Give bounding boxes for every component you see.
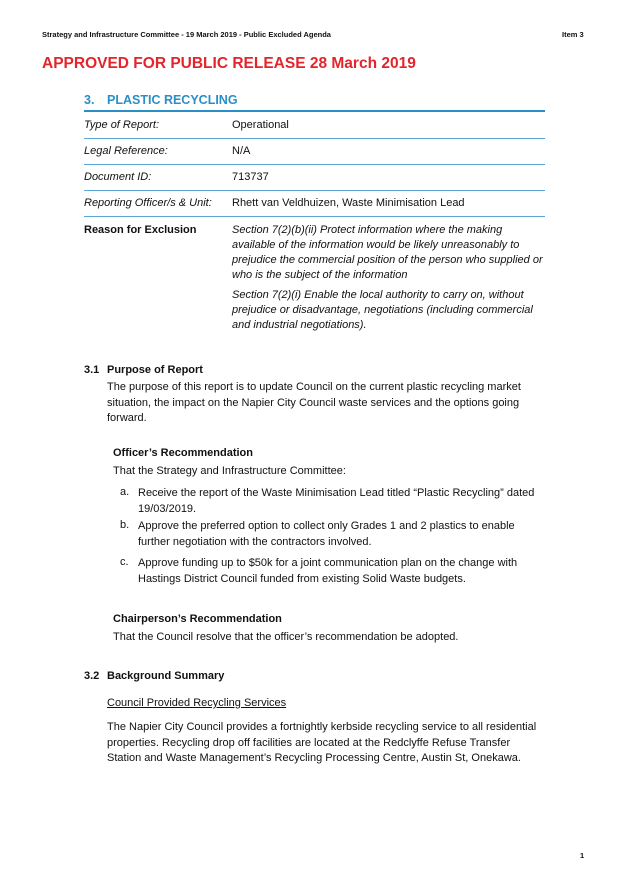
background-subheading: Council Provided Recycling Services — [107, 697, 287, 709]
subsection-title: Purpose of Report — [107, 364, 203, 376]
detail-label-legal: Legal Reference: — [84, 145, 168, 157]
detail-value-type: Operational — [232, 119, 289, 131]
list-marker: a. — [120, 486, 130, 498]
chair-recommendation-text: That the Council resolve that the officer’s recommendation be adopted. — [113, 631, 459, 643]
table-divider — [84, 216, 545, 217]
section-title: PLASTIC RECYCLING — [107, 93, 238, 107]
subsection-number: 3.2 — [84, 670, 100, 682]
detail-value-docid: 713737 — [232, 171, 269, 183]
item-number: Item 3 — [562, 30, 584, 39]
detail-label-officer: Reporting Officer/s & Unit: — [84, 197, 212, 209]
page-number: 1 — [580, 851, 585, 860]
table-divider — [84, 190, 545, 191]
detail-value-legal: N/A — [232, 145, 251, 157]
detail-label-docid: Document ID: — [84, 171, 152, 183]
subsection-number: 3.1 — [84, 364, 100, 376]
officer-recommendation-intro: That the Strategy and Infrastructure Committee: — [113, 465, 346, 477]
background-paragraph: The Napier City Council provides a fortnightly kerbside recycling service to all residential properties. Recycling drop off facilities are located at the Redclyffe Refuse Transfer Station and Waste Management’s Recycling Processing Centre, Austin St, Onekawa. — [107, 721, 537, 764]
reason-paragraph-2: Section 7(2)(i) Enable the local authority to carry on, without prejudice or disadvantage, negotiations (including commercial and industrial negotiations). — [232, 289, 533, 331]
reason-label: Reason for Exclusion — [84, 224, 197, 236]
list-item: Receive the report of the Waste Minimisation Lead titled “Plastic Recycling” dated 19/03/2019. — [138, 487, 535, 515]
list-item: Approve funding up to $50k for a joint communication plan on the change with Hastings District Council funded from existing Solid Waste budgets. — [138, 557, 518, 585]
detail-label-type: Type of Report: — [84, 119, 159, 131]
purpose-paragraph: The purpose of this report is to update Council on the current plastic recycling market situation, the impact on the Napier City Council waste services and the options going forward. — [107, 381, 521, 424]
list-item: Approve the preferred option to collect only Grades 1 and 2 plastics to enable further negotiation with the contractors involved. — [138, 520, 515, 548]
section-rule — [84, 110, 545, 112]
list-marker: b. — [120, 519, 130, 531]
officer-recommendation-heading: Officer’s Recommendation — [113, 447, 253, 459]
table-divider — [84, 164, 545, 165]
table-divider — [84, 138, 545, 139]
reason-paragraph-1: Section 7(2)(b)(ii) Protect information where the making available of the information would be likely unreasonably to prejudice the commercial position of the person who supplied or who is the subject of the information — [232, 224, 543, 281]
list-marker: c. — [120, 556, 129, 568]
section-number: 3. — [84, 93, 95, 107]
release-banner: APPROVED FOR PUBLIC RELEASE 28 March 2019 — [42, 55, 416, 72]
chair-recommendation-heading: Chairperson’s Recommendation — [113, 613, 282, 625]
detail-value-officer: Rhett van Veldhuizen, Waste Minimisation Lead — [232, 197, 465, 209]
subsection-title: Background Summary — [107, 670, 225, 682]
running-header: Strategy and Infrastructure Committee - 19 March 2019 - Public Excluded Agenda — [42, 30, 331, 39]
